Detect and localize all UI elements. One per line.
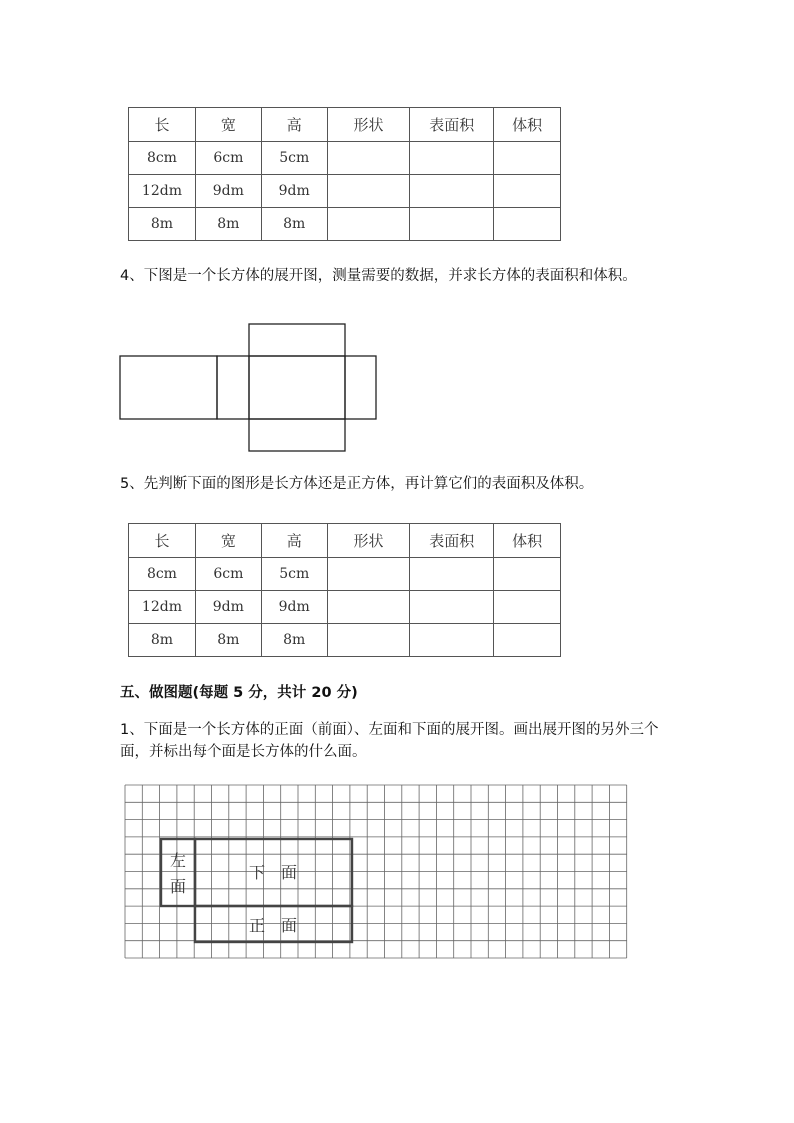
header-volume: 体积 xyxy=(494,108,561,142)
question-5-text: 5、先判断下面的图形是长方体还是正方体，再计算它们的表面积及体积。 xyxy=(120,476,594,492)
header-shape: 形状 xyxy=(327,108,410,142)
question-4-text: 4、下图是一个长方体的展开图，测量需要的数据，并求长方体的表面积和体积。 xyxy=(120,268,637,284)
table-cell: 9dm xyxy=(195,591,261,624)
table-cell: 9dm xyxy=(261,175,327,208)
header-surface-area: 表面积 xyxy=(410,524,494,558)
header-width: 宽 xyxy=(195,108,261,142)
table-cell: 8cm xyxy=(129,558,196,591)
table-cell: 8m xyxy=(129,624,196,657)
section-title: 五、做图题(每题 5 分，共计 20 分) xyxy=(120,685,358,701)
table-cell: 8m xyxy=(195,624,261,657)
front-face-label: 正 面 xyxy=(248,916,298,935)
header-height: 高 xyxy=(261,524,327,558)
table-cell: 8cm xyxy=(129,142,196,175)
table-cell: 9dm xyxy=(261,591,327,624)
left-face-label-2: 面 xyxy=(169,877,187,896)
header-length: 长 xyxy=(129,108,196,142)
header-width: 宽 xyxy=(195,524,261,558)
header-height: 高 xyxy=(261,108,327,142)
table-cell: 8m xyxy=(261,624,327,657)
table-cell: 5cm xyxy=(261,142,327,175)
table-cell: 8m xyxy=(195,208,261,241)
table-cell: 6cm xyxy=(195,142,261,175)
table-cell: 5cm xyxy=(261,558,327,591)
header-length: 长 xyxy=(129,524,196,558)
table-cell: 9dm xyxy=(195,175,261,208)
question-5-1-text: 1、下面是一个长方体的正面（前面）、左面和下面的展开图。画出展开图的另外三个面，并标出每个面是长方体的什么面。 xyxy=(120,722,659,760)
left-face-label-1: 左 xyxy=(169,851,187,870)
table-cell: 8m xyxy=(129,208,196,241)
table-cell: 12dm xyxy=(129,175,196,208)
header-volume: 体积 xyxy=(494,524,561,558)
header-shape: 形状 xyxy=(327,524,410,558)
header-surface-area: 表面积 xyxy=(410,108,494,142)
table-cell: 12dm xyxy=(129,591,196,624)
table-cell: 8m xyxy=(261,208,327,241)
table-cell: 6cm xyxy=(195,558,261,591)
bottom-face-label: 下 面 xyxy=(248,863,298,882)
